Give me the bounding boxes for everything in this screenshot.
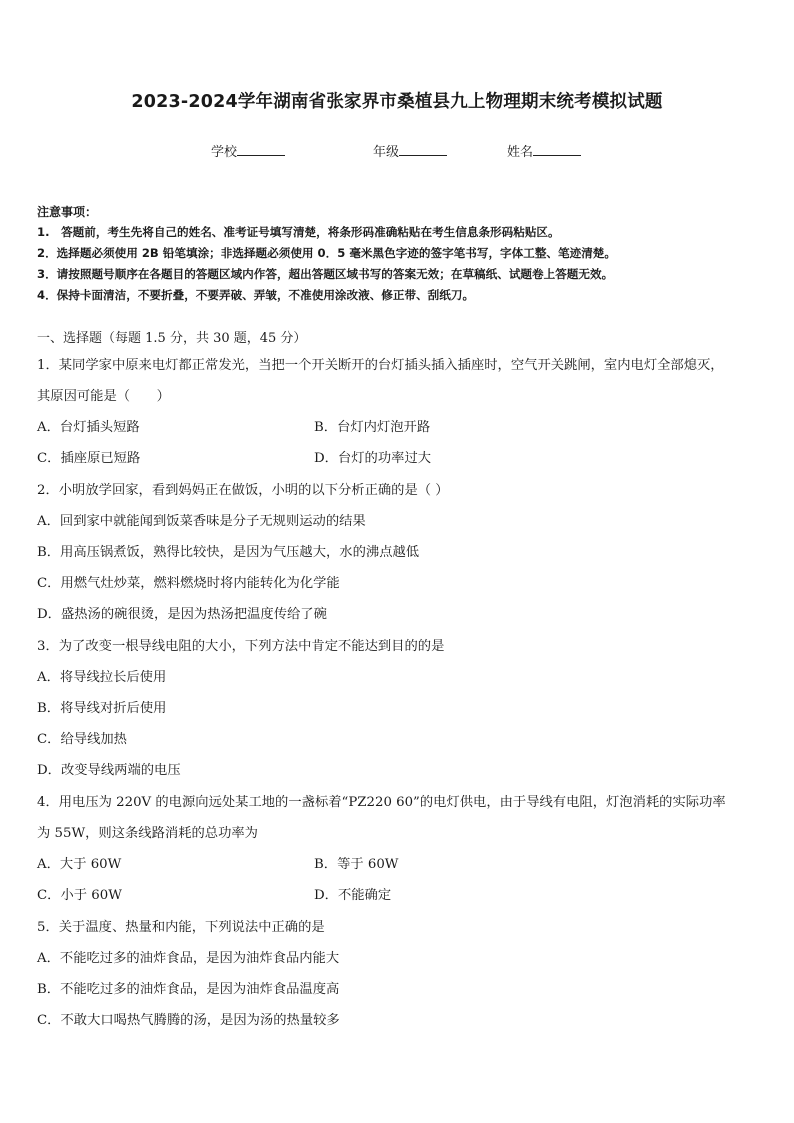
school-blank: [237, 143, 285, 156]
note-item: 3．请按照题号顺序在各题目的答题区域内作答，超出答题区域书写的答案无效；在草稿纸、试题卷上答题无效。: [37, 267, 614, 281]
question-5-option-a: A．不能吃过多的油炸食品，是因为油炸食品内能大: [37, 951, 340, 966]
question-3-option-b: B．将导线对折后使用: [37, 701, 167, 716]
question-1-stem-line1: 1．某同学家中原来电灯都正常发光，当把一个开关断开的台灯插头插入插座时，空气开关跳闸，室内电灯全部熄灭，: [37, 358, 724, 373]
question-1-option-c: C．插座原已短路: [37, 451, 141, 466]
question-4-stem-line1: 4．用电压为 220V 的电源向远处某工地的一盏标着“PZ220 60”的电灯供电，由于导线有电阻，灯泡消耗的实际功率: [37, 795, 726, 810]
question-5-option-b: B．不能吃过多的油炸食品，是因为油炸食品温度高: [37, 982, 340, 997]
question-2-option-a: A．回到家中就能闻到饭菜香味是分子无规则运动的结果: [37, 514, 366, 529]
question-5-stem: 5．关于温度、热量和内能，下列说法中正确的是: [37, 920, 325, 935]
question-3-option-c: C．给导线加热: [37, 732, 127, 747]
question-2-option-d: D．盛热汤的碗很烫，是因为热汤把温度传给了碗: [37, 607, 327, 622]
grade-label: 年级: [373, 145, 400, 160]
note-item: 2．选择题必须使用 2B 铅笔填涂；非选择题必须使用 0．5 毫米黑色字迹的签字笔书写，字体工整、笔迹清楚。: [37, 246, 616, 260]
question-1-option-d: D．台灯的功率过大: [314, 451, 432, 466]
name-field: [507, 141, 581, 160]
notes-heading: 注意事项：: [37, 205, 98, 219]
page-title: 2023-2024学年湖南省张家界市桑植县九上物理期末统考模拟试题: [131, 92, 663, 112]
grade-blank: [399, 143, 447, 156]
question-2-option-c: C．用燃气灶炒菜，燃料燃烧时将内能转化为化学能: [37, 576, 340, 591]
question-3-option-a: A．将导线拉长后使用: [37, 670, 167, 685]
note-item: 1. 答题前，考生先将自己的姓名、准考证号填写清楚，将条形码准确粘贴在考生信息条形码粘贴区。: [37, 225, 560, 239]
grade-field: [373, 141, 447, 160]
question-1-option-b: B．台灯内灯泡开路: [314, 420, 431, 435]
note-item: 4．保持卡面清洁，不要折叠，不要弄破、弄皱，不准使用涂改液、修正带、刮纸刀。: [37, 288, 475, 302]
question-4-option-b: B．等于 60W: [314, 857, 399, 872]
question-3-option-d: D．改变导线两端的电压: [37, 763, 181, 778]
question-4-option-c: C．小于 60W: [37, 888, 122, 903]
question-1-stem-line2: 其原因可能是（ ）: [37, 389, 170, 404]
school-field: [211, 141, 285, 160]
question-2-option-b: B．用高压锅煮饭，熟得比较快，是因为气压越大，水的沸点越低: [37, 545, 420, 560]
school-label: 学校: [211, 145, 238, 160]
question-4-stem-line2: 为 55W，则这条线路消耗的总功率为: [37, 826, 258, 841]
question-3-stem: 3．为了改变一根导线电阻的大小，下列方法中肯定不能达到目的的是: [37, 639, 445, 654]
question-5-option-c: C．不敢大口喝热气腾腾的汤，是因为汤的热量较多: [37, 1013, 340, 1028]
question-2-stem: 2．小明放学回家，看到妈妈正在做饭，小明的以下分析正确的是（ ）: [37, 483, 449, 498]
question-4-option-d: D．不能确定: [314, 888, 392, 903]
name-blank: [533, 143, 581, 156]
name-label: 姓名: [507, 145, 534, 160]
section-heading: 一、选择题（每题 1.5 分，共 30 题，45 分）: [37, 331, 307, 346]
question-1-option-a: A．台灯插头短路: [37, 420, 140, 435]
question-4-option-a: A．大于 60W: [37, 857, 122, 872]
